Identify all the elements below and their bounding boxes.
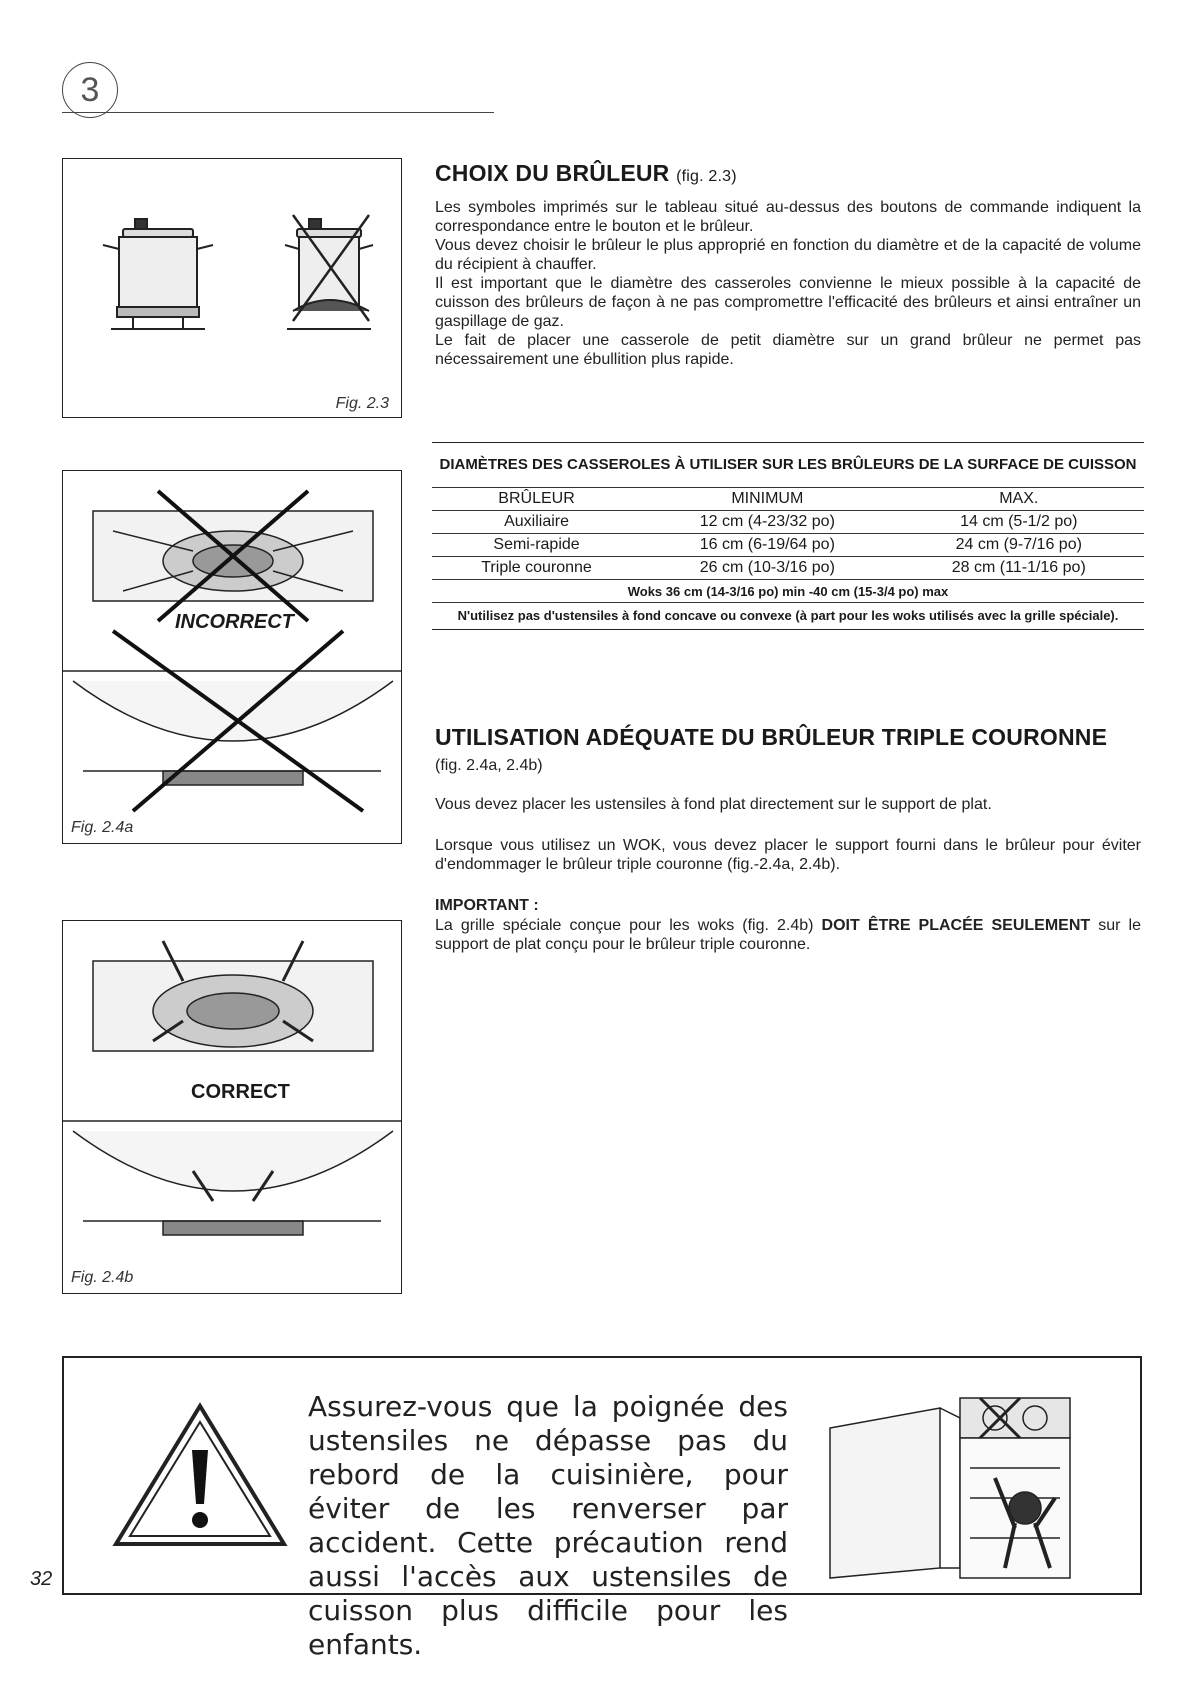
diameters-table-wrapper: [432, 442, 1144, 630]
table-cell: Semi-rapide: [432, 534, 641, 557]
table-row: [432, 511, 1144, 534]
diameters-table: [432, 442, 1144, 630]
wok-incorrect-illustration: [63, 471, 401, 843]
figure-2-4b: [62, 920, 402, 1294]
table-cell: 16 cm (6-19/64 po): [641, 534, 893, 557]
table-header: BRÛLEUR: [432, 488, 641, 511]
table-header: MINIMUM: [641, 488, 893, 511]
warning-text: Assurez-vous que la poignée des ustensiles ne dépasse pas du rebord de la cuisinière, pour éviter de les renverser par accident. Cette précaution rend aussi l'accès aux ustensiles de cuisson plus difficile pour les enfants.: [308, 1390, 788, 1661]
important-text: [435, 916, 1141, 954]
section-title-choix: [435, 160, 737, 187]
paragraph: Le fait de placer une casserole de petit diamètre sur un grand brûleur ne permet pas nécessairement une ébullition plus rapide.: [435, 332, 1141, 368]
important-bold: DOIT ÊTRE PLACÉE SEULEMENT: [821, 917, 1091, 934]
important-label: IMPORTANT :: [435, 897, 539, 914]
paragraph: Vous devez choisir le brûleur le plus approprié en fonction du diamètre et de la capacité de volume du récipient à chauffer.: [435, 237, 1141, 273]
table-cell: Triple couronne: [432, 557, 641, 580]
woks-note: Woks 36 cm (14-3/16 po) min -40 cm (15-3/4 po) max: [432, 580, 1144, 603]
paragraph: Vous devez placer les ustensiles à fond plat directement sur le support de plat.: [435, 796, 992, 813]
concave-note: N'utilisez pas d'ustensiles à fond concave ou convexe (à part pour les woks utilisés avec la grille spéciale).: [432, 603, 1144, 630]
figure-2-3: [62, 158, 402, 418]
paragraph: Les symboles imprimés sur le tableau situé au-dessus des boutons de commande indiquent la correspondance entre le bouton et le brûleur.: [435, 199, 1141, 235]
figure-caption: Fig. 2.4b: [71, 1269, 134, 1286]
table-header: MAX.: [894, 488, 1144, 511]
section-number: 3: [62, 62, 118, 118]
table-cell: 24 cm (9-7/16 po): [894, 534, 1144, 557]
figure-caption: Fig. 2.3: [335, 395, 389, 412]
table-row: [432, 557, 1144, 580]
table-cell: 28 cm (11-1/16 po): [894, 557, 1144, 580]
paragraph: Lorsque vous utilisez un WOK, vous devez placer le support fourni dans le brûleur pour éviter d'endommager le brûleur triple couronne (fig.-2.4a, 2.4b).: [435, 837, 1141, 873]
table-cell: Auxiliaire: [432, 511, 641, 534]
choix-text: [435, 198, 1141, 369]
table-row: [432, 534, 1144, 557]
important-pre: La grille spéciale conçue pour les woks (fig. 2.4b): [435, 917, 822, 934]
figure-ref: (fig. 2.3): [676, 168, 737, 185]
pots-illustration: [63, 159, 401, 389]
table-cell: 14 cm (5-1/2 po): [894, 511, 1144, 534]
section-rule: [62, 112, 494, 113]
wok-correct-illustration: [63, 921, 401, 1293]
figure-caption: Fig. 2.4a: [71, 819, 134, 836]
page-number: 32: [30, 1568, 53, 1590]
title-text: CHOIX DU BRÛLEUR: [435, 160, 670, 186]
paragraph: Il est important que le diamètre des casseroles convienne le mieux possible à la capacité de cuisson des brûleurs de façon à ne pas compromettre l'efficacité des brûleurs et ainsi entraîner un gaspillage de gaz.: [435, 275, 1141, 330]
table-header-row: [432, 488, 1144, 511]
table-title: DIAMÈTRES DES CASSEROLES À UTILISER SUR LES BRÛLEURS DE LA SURFACE DE CUISSON: [432, 443, 1144, 488]
figure-2-4a: [62, 470, 402, 844]
section-title-utilisation: UTILISATION ADÉQUATE DU BRÛLEUR TRIPLE COURONNE: [435, 724, 1108, 750]
child-at-stove-illustration: [820, 1368, 1120, 1583]
warning-triangle-icon: [110, 1400, 290, 1550]
incorrect-label: INCORRECT: [175, 611, 294, 633]
figure-ref: (fig. 2.4a, 2.4b): [435, 757, 543, 774]
important-post: sur le support de plat conçu pour le brûleur triple couronne.: [435, 917, 1141, 953]
table-cell: 26 cm (10-3/16 po): [641, 557, 893, 580]
table-cell: 12 cm (4-23/32 po): [641, 511, 893, 534]
correct-label: CORRECT: [191, 1081, 290, 1103]
